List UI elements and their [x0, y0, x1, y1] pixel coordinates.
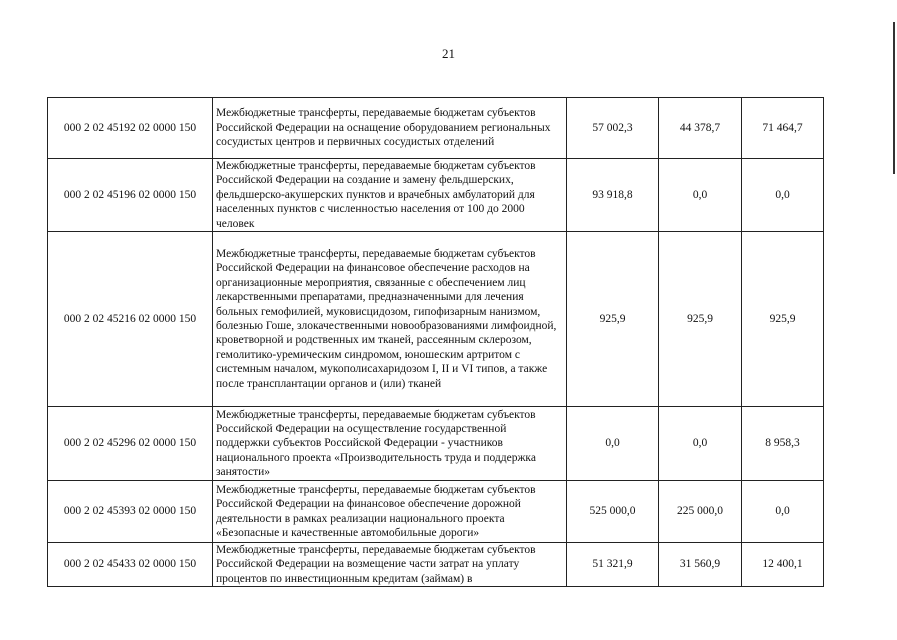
value-col-3: 0,0 [742, 159, 824, 232]
table-row [48, 481, 824, 543]
row-description: Межбюджетные трансферты, передаваемые бюджетам субъектов Российской Федерации на возмещение части затрат на уплату процентов по инвестиционным кредитам (займам) в [213, 543, 567, 587]
value-col-1: 925,9 [567, 232, 659, 407]
value-col-3: 12 400,1 [742, 543, 824, 587]
budget-code: 000 2 02 45296 02 0000 150 [48, 407, 213, 481]
row-description: Межбюджетные трансферты, передаваемые бюджетам субъектов Российской Федерации на осуществление государственной поддержки субъектов Российской Федерации - участников национального проекта «Производительность труда и поддержка занятости» [213, 407, 567, 481]
budget-code: 000 2 02 45196 02 0000 150 [48, 159, 213, 232]
table-row [48, 232, 824, 407]
value-col-2: 31 560,9 [659, 543, 742, 587]
value-col-3: 71 464,7 [742, 98, 824, 159]
page-number: 21 [442, 46, 455, 61]
row-description: Межбюджетные трансферты, передаваемые бюджетам субъектов Российской Федерации на создание и замену фельдшерских, фельдшерско-акушерских пунктов и врачебных амбулаторий для населенных пунктов с численностью населения от 100 до 2000 человек [213, 159, 567, 232]
budget-code: 000 2 02 45433 02 0000 150 [48, 543, 213, 587]
budget-table [47, 97, 824, 587]
scan-edge-line [893, 22, 895, 174]
table-row [48, 543, 824, 587]
value-col-1: 93 918,8 [567, 159, 659, 232]
value-col-1: 57 002,3 [567, 98, 659, 159]
row-description: Межбюджетные трансферты, передаваемые бюджетам субъектов Российской Федерации на оснащение оборудованием региональных сосудистых центров и первичных сосудистых отделений [213, 98, 567, 159]
table-row [48, 159, 824, 232]
value-col-2: 925,9 [659, 232, 742, 407]
budget-code: 000 2 02 45192 02 0000 150 [48, 98, 213, 159]
row-description: Межбюджетные трансферты, передаваемые бюджетам субъектов Российской Федерации на финансовое обеспечение расходов на организационные мероприятия, связанные с обеспечением лиц лекарственными препаратами, предназначенными для лечения больных гемофилией, муковисцидозом, гипофизарным нанизмом, болезнью Гоше, злокачественными новообразованиями лимфоидной, кроветворной и родственных им тканей, рассеянным склерозом, гемолитико-уремическим синдромом, юношеским артритом с системным началом, мукополисахаридозом I, II и VI типов, а также после трансплантации органов и (или) тканей [213, 232, 567, 407]
value-col-1: 525 000,0 [567, 481, 659, 543]
value-col-2: 225 000,0 [659, 481, 742, 543]
value-col-2: 44 378,7 [659, 98, 742, 159]
value-col-1: 51 321,9 [567, 543, 659, 587]
table-row [48, 98, 824, 159]
value-col-3: 925,9 [742, 232, 824, 407]
value-col-3: 8 958,3 [742, 407, 824, 481]
table-row [48, 407, 824, 481]
budget-code: 000 2 02 45393 02 0000 150 [48, 481, 213, 543]
value-col-2: 0,0 [659, 159, 742, 232]
value-col-1: 0,0 [567, 407, 659, 481]
row-description: Межбюджетные трансферты, передаваемые бюджетам субъектов Российской Федерации на финансовое обеспечение дорожной деятельности в рамках реализации национального проекта «Безопасные и качественные автомобильные дороги» [213, 481, 567, 543]
budget-code: 000 2 02 45216 02 0000 150 [48, 232, 213, 407]
value-col-3: 0,0 [742, 481, 824, 543]
value-col-2: 0,0 [659, 407, 742, 481]
